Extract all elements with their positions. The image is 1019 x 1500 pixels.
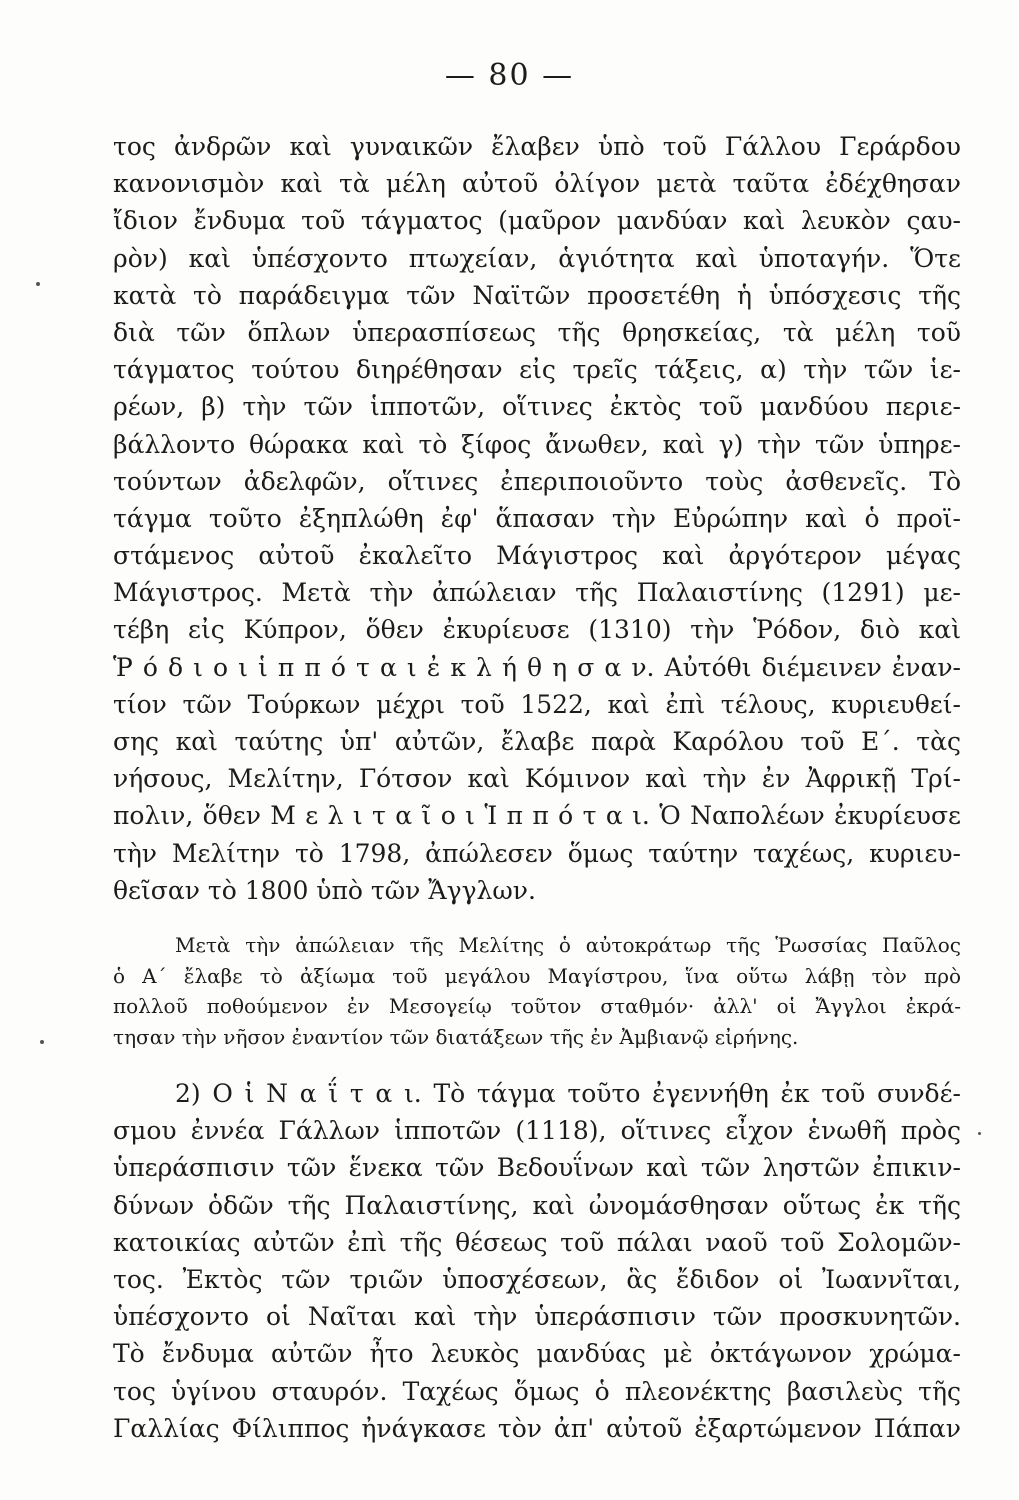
text-line: τὴν Μελίτην τὸ 1798, ἀπώλεσεν ὅμως ταύτην ταχέως, κυριευ- [113, 838, 961, 868]
text-line: ρὸν) καὶ ὑπέσχοντο πτωχείαν, ἁγιότητα καὶ ὑποταγήν. Ὅτε [113, 243, 961, 273]
text-line: ἴδιον ἔνδυμα τοῦ τάγματος (μαῦρον μανδύαν καὶ λευκὸν ςαυ- [113, 206, 961, 236]
text-line: τάγματος τούτου διηρέθησαν εἰς τρεῖς τάξεις, α) τὴν τῶν ἱε- [113, 355, 961, 385]
text-line: Ῥ ό δ ι ο ι ἱ π π ό τ α ι ἐ κ λ ή θ η σ α ν. Αὐτόθι διέμεινεν ἐναν- [113, 652, 961, 682]
text-line: τάγμα τοῦτο ἐξηπλώθη ἐφ' ἅπασαν τὴν Εὐρώπην καὶ ὁ προϊ- [113, 503, 961, 533]
text-line: στάμενος αὐτοῦ ἐκαλεῖτο Μάγιστρος καὶ ἀργότερον μέγας [113, 541, 961, 571]
page-number: — 80 — [444, 58, 575, 93]
text-line: τος ἀνδρῶν καὶ γυναικῶν ἔλαβεν ὑπὸ τοῦ Γάλλου Γεράρδου [113, 132, 961, 161]
text-line: τίον τῶν Τούρκων μέχρι τοῦ 1522, καὶ ἐπὶ τέλους, κυριευθεί- [113, 689, 961, 719]
text-line: 2) Ο ἱ Ν α ΐ τ α ι. Τὸ τάγμα τοῦτο ἐγεννήθη ἐκ τοῦ συνδέ- [175, 1079, 961, 1108]
text-line: Τὸ ἔνδυμα αὐτῶν ἦτο λευκὸς μανδύας μὲ ὀκτάγωνον χρώμα- [113, 1339, 961, 1369]
footnote-line: τησαν τὴν νῆσον ἐναντίον τῶν διατάξεων τῆς ἐν Ἀμβιανῷ εἰρήνης. [113, 1024, 799, 1049]
text-line: ὑπέσχοντο οἱ Ναῖται καὶ τὴν ὑπεράσπισιν τῶν προσκυνητῶν. [113, 1302, 961, 1332]
text-line: ρέων, β) τὴν τῶν ἱπποτῶν, οἵτινες ἐκτὸς τοῦ μανδύου περιε- [113, 392, 961, 422]
ink-spot [36, 282, 40, 286]
text-line: θεῖσαν τὸ 1800 ὑπὸ τῶν Ἄγγλων. [113, 875, 536, 905]
footnote-line: πολλοῦ ποθούμενον ἐν Μεσογείῳ τοῦτον σταθμόν· ἀλλ' οἱ Ἄγγλοι ἐκρά- [113, 994, 961, 1018]
ink-spot [978, 1132, 981, 1135]
text-line: νήσους, Μελίτην, Γότσον καὶ Κόμινον καὶ τὴν ἐν Ἀφρικῇ Τρί- [113, 764, 961, 794]
footnote-line: ὁ Α΄ ἔλαβε τὸ ἀξίωμα τοῦ μεγάλου Μαγίστρου, ἵνα οὕτω λάβῃ τὸν πρὸ [113, 963, 961, 988]
text-line: κατοικίας αὐτῶν ἐπὶ τῆς θέσεως τοῦ πάλαι ναοῦ τοῦ Σολομῶν- [113, 1227, 961, 1257]
text-line: σης καὶ ταύτης ὑπ' αὐτῶν, ἔλαβε παρὰ Καρόλου τοῦ Ε΄. τὰς [113, 727, 961, 756]
text-line: τούντων ἀδελφῶν, οἵτινες ἐπεριποιοῦντο τοὺς ἀσθενεῖς. Τὸ [113, 466, 961, 496]
text-line: διὰ τῶν ὅπλων ὑπερασπίσεως τῆς θρησκείας, τὰ μέλη τοῦ [113, 317, 961, 347]
text-line: τος ὑγίνου σταυρόν. Ταχέως ὅμως ὁ πλεονέκτης βασιλεὺς τῆς [113, 1376, 961, 1406]
text-line: πολιν, ὅθεν Μ ε λ ι τ α ῖ ο ι Ἱ π π ό τ α ι. Ὁ Ναπολέων ἐκυρίευσε [113, 801, 961, 831]
text-line: σμου ἐννέα Γάλλων ἱπποτῶν (1118), οἵτινες εἶχον ἑνωθῆ πρὸς [113, 1116, 961, 1146]
ink-spot [40, 1040, 44, 1044]
main-text-block [113, 128, 961, 909]
section-naitai [113, 1075, 961, 1447]
text-line: Μάγιστρος. Μετὰ τὴν ἀπώλειαν τῆς Παλαιστίνης (1291) με- [113, 578, 961, 608]
text-line: κατὰ τὸ παράδειγμα τῶν Ναϊτῶν προσετέθη ἡ ὑπόσχεσις τῆς [113, 280, 961, 310]
text-line: Γαλλίας Φίλιππος ἠνάγκασε τὸν ἀπ' αὐτοῦ ἐξαρτώμενον Πάπαν [113, 1413, 961, 1443]
text-line: τος. Ἐκτὸς τῶν τριῶν ὑποσχέσεων, ἃς ἔδιδον οἱ Ἰωαννῖται, [113, 1264, 961, 1294]
text-line: δύνων ὁδῶν τῆς Παλαιστίνης, καὶ ὠνομάσθησαν οὕτως ἐκ τῆς [113, 1190, 961, 1220]
footnote-block [113, 930, 961, 1052]
footnote-line: Μετὰ τὴν ἀπώλειαν τῆς Μελίτης ὁ αὐτοκράτωρ τῆς Ῥωσσίας Παῦλος [175, 933, 961, 957]
text-line: τέβη εἰς Κύπρον, ὅθεν ἐκυρίευσε (1310) τὴν Ῥόδον, διὸ καὶ [113, 615, 961, 645]
text-line: βάλλοντο θώρακα καὶ τὸ ξίφος ἄνωθεν, καὶ γ) τὴν τῶν ὑπηρε- [113, 429, 961, 459]
text-line: ὑπεράσπισιν τῶν ἕνεκα τῶν Βεδουΐνων καὶ τῶν ληστῶν ἐπικιν- [113, 1153, 961, 1183]
text-line: κανονισμὸν καὶ τὰ μέλη αὐτοῦ ὀλίγον μετὰ ταῦτα ἐδέχθησαν [113, 169, 961, 199]
